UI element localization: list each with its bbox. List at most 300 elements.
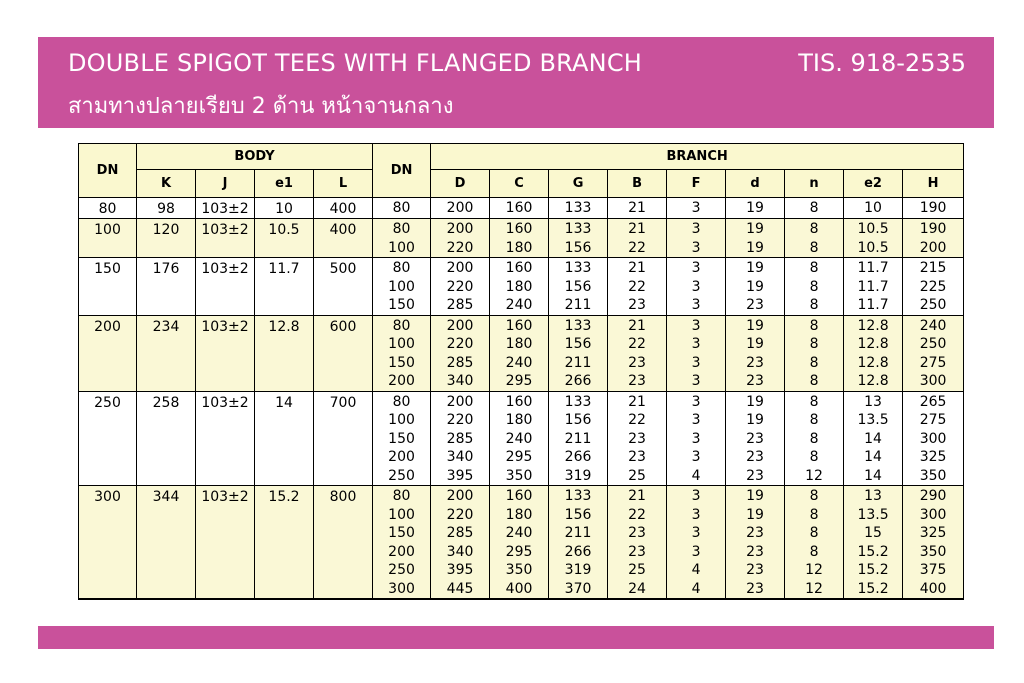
cell-e2 xyxy=(844,315,903,391)
cell-l xyxy=(314,486,373,600)
branch-value: 156 xyxy=(564,239,592,256)
branch-value: 23 xyxy=(746,430,764,447)
branch-value: 23 xyxy=(746,467,764,484)
branch-value: 23 xyxy=(746,297,764,313)
col-header-h: H xyxy=(903,170,964,198)
branch-value: 350 xyxy=(919,467,947,484)
table-row xyxy=(79,315,964,391)
cell-c xyxy=(490,198,549,219)
cell-d-lower xyxy=(726,219,785,258)
branch-value: 3 xyxy=(691,488,701,504)
cell-n xyxy=(785,391,844,486)
branch-value: 12.8 xyxy=(857,354,889,371)
branch-value: 285 xyxy=(446,354,474,371)
branch-value: 12.8 xyxy=(857,336,889,352)
branch-value: 8 xyxy=(809,297,819,313)
cell-n xyxy=(785,315,844,391)
cell-h xyxy=(903,315,964,391)
cell-f xyxy=(667,219,726,258)
branch-value: 3 xyxy=(691,317,701,334)
cell-k xyxy=(137,486,196,600)
cell-e1 xyxy=(255,391,314,486)
branch-value: 22 xyxy=(628,278,646,295)
cell-k xyxy=(137,391,196,486)
branch-value: 3 xyxy=(691,506,701,523)
branch-value: 350 xyxy=(919,543,947,560)
branch-value: 21 xyxy=(628,200,646,216)
branch-value: 21 xyxy=(628,260,646,276)
branch-value: 10.5 xyxy=(857,239,889,256)
branch-value: 19 xyxy=(746,221,764,237)
branch-value: 3 xyxy=(691,449,701,465)
branch-value: 340 xyxy=(446,543,474,560)
cell-b xyxy=(608,198,667,219)
branch-value: 22 xyxy=(628,239,646,256)
branch-value: 23 xyxy=(746,354,764,371)
branch-value: 100 xyxy=(388,239,415,256)
branch-value: 200 xyxy=(446,393,474,410)
col-header-c: C xyxy=(490,170,549,198)
col-header-e1: e1 xyxy=(255,170,314,198)
branch-value: 8 xyxy=(809,449,819,465)
cell-e1 xyxy=(255,315,314,391)
cell-e1 xyxy=(255,486,314,600)
table-row xyxy=(79,198,964,219)
branch-value: 23 xyxy=(746,543,764,560)
cell-dn-value: 200 xyxy=(94,318,121,335)
branch-value: 80 xyxy=(392,200,411,216)
branch-value: 22 xyxy=(628,412,646,428)
branch-value: 25 xyxy=(628,467,646,484)
branch-value: 8 xyxy=(809,317,819,334)
branch-value: 19 xyxy=(746,317,764,334)
cell-e1-value: 10 xyxy=(275,201,293,217)
branch-value: 23 xyxy=(746,449,764,465)
cell-e2 xyxy=(844,258,903,316)
branch-value: 10.5 xyxy=(857,221,889,237)
branch-value: 19 xyxy=(746,488,764,504)
branch-value: 22 xyxy=(628,506,646,523)
branch-value: 23 xyxy=(746,373,764,389)
branch-value: 3 xyxy=(691,221,701,237)
branch-value: 3 xyxy=(691,430,701,447)
branch-value: 160 xyxy=(505,488,533,504)
col-header-d: D xyxy=(431,170,490,198)
cell-dn-value: 150 xyxy=(94,261,121,277)
cell-e1-value: 14 xyxy=(275,394,293,411)
branch-value: 133 xyxy=(564,200,592,216)
cell-j-value: 103±2 xyxy=(201,489,249,505)
branch-value: 200 xyxy=(388,373,415,389)
cell-dn xyxy=(79,391,137,486)
branch-value: 340 xyxy=(446,449,474,465)
branch-value: 8 xyxy=(809,260,819,276)
cell-l-value: 700 xyxy=(329,394,357,411)
branch-value: 250 xyxy=(388,562,415,578)
branch-value: 12 xyxy=(805,580,823,597)
branch-value: 3 xyxy=(691,239,701,256)
branch-value: 3 xyxy=(691,373,701,389)
branch-value: 23 xyxy=(628,373,646,389)
cell-e2 xyxy=(844,486,903,600)
branch-value: 180 xyxy=(505,506,533,523)
footer-bar xyxy=(38,626,994,649)
branch-value: 14 xyxy=(864,467,882,484)
branch-value: 11.7 xyxy=(857,260,889,276)
cell-j xyxy=(196,258,255,316)
branch-value: 220 xyxy=(446,336,474,352)
cell-l-value: 500 xyxy=(329,261,357,277)
branch-value: 220 xyxy=(446,506,474,523)
cell-dn xyxy=(79,258,137,316)
branch-value: 8 xyxy=(809,412,819,428)
cell-h xyxy=(903,391,964,486)
branch-value: 211 xyxy=(564,354,592,371)
cell-k-value: 234 xyxy=(152,318,180,335)
header-branch-dn: DN xyxy=(373,144,431,198)
cell-g xyxy=(549,486,608,600)
branch-value: 19 xyxy=(746,260,764,276)
cell-dn xyxy=(79,198,137,219)
cell-dn-value: 100 xyxy=(94,222,121,238)
branch-value: 211 xyxy=(564,297,592,313)
branch-value: 285 xyxy=(446,525,474,541)
col-header-j: J xyxy=(196,170,255,198)
table-body xyxy=(79,198,964,600)
cell-k xyxy=(137,219,196,258)
branch-value: 250 xyxy=(388,467,415,484)
branch-value: 180 xyxy=(505,278,533,295)
cell-b xyxy=(608,219,667,258)
branch-value: 325 xyxy=(919,525,947,541)
branch-value: 3 xyxy=(691,525,701,541)
branch-value: 445 xyxy=(446,580,474,597)
branch-value: 8 xyxy=(809,506,819,523)
cell-b xyxy=(608,315,667,391)
title-thai: สามทางปลายเรียบ 2 ด้าน หน้าจานกลาง xyxy=(68,94,454,119)
branch-value: 300 xyxy=(388,580,415,597)
branch-value: 100 xyxy=(388,336,415,352)
header-branch: BRANCH xyxy=(431,144,964,170)
branch-value: 11.7 xyxy=(857,278,889,295)
cell-g xyxy=(549,219,608,258)
table-row xyxy=(79,219,964,258)
cell-d-lower xyxy=(726,486,785,600)
branch-value: 8 xyxy=(809,373,819,389)
cell-b xyxy=(608,486,667,600)
branch-value: 156 xyxy=(564,278,592,295)
branch-value: 133 xyxy=(564,317,592,334)
branch-value: 325 xyxy=(919,449,947,465)
col-header-l: L xyxy=(314,170,373,198)
branch-value: 23 xyxy=(628,297,646,313)
cell-d-lower xyxy=(726,198,785,219)
branch-value: 13 xyxy=(864,393,882,410)
branch-value: 8 xyxy=(809,488,819,504)
branch-value: 23 xyxy=(628,543,646,560)
branch-value: 4 xyxy=(691,467,701,484)
cell-g xyxy=(549,391,608,486)
cell-f xyxy=(667,315,726,391)
branch-value: 240 xyxy=(505,297,533,313)
cell-e1 xyxy=(255,198,314,219)
branch-value: 295 xyxy=(505,543,533,560)
cell-l-value: 600 xyxy=(329,318,357,335)
branch-value: 3 xyxy=(691,297,701,313)
cell-d xyxy=(431,258,490,316)
branch-value: 275 xyxy=(919,354,947,371)
branch-value: 295 xyxy=(505,449,533,465)
branch-value: 160 xyxy=(505,260,533,276)
table-row xyxy=(79,391,964,486)
cell-e1-value: 15.2 xyxy=(268,489,300,505)
branch-value: 400 xyxy=(919,580,947,597)
cell-n xyxy=(785,258,844,316)
cell-branch-dn xyxy=(373,391,431,486)
branch-value: 14 xyxy=(864,430,882,447)
cell-c xyxy=(490,486,549,600)
branch-value: 285 xyxy=(446,430,474,447)
branch-value: 8 xyxy=(809,200,819,216)
branch-value: 250 xyxy=(919,297,947,313)
branch-value: 23 xyxy=(628,449,646,465)
cell-d xyxy=(431,219,490,258)
branch-value: 200 xyxy=(919,239,947,256)
cell-branch-dn xyxy=(373,486,431,600)
cell-n xyxy=(785,486,844,600)
cell-f xyxy=(667,486,726,600)
branch-value: 160 xyxy=(505,393,533,410)
cell-e1-value: 12.8 xyxy=(268,318,300,335)
branch-value: 200 xyxy=(446,317,474,334)
title-english: DOUBLE SPIGOT TEES WITH FLANGED BRANCH xyxy=(68,49,643,77)
branch-value: 340 xyxy=(446,373,474,389)
branch-value: 19 xyxy=(746,393,764,410)
branch-value: 133 xyxy=(564,393,592,410)
cell-j-value: 103±2 xyxy=(201,394,249,411)
title-banner xyxy=(38,37,994,128)
cell-d-lower xyxy=(726,315,785,391)
branch-value: 300 xyxy=(919,430,947,447)
branch-value: 3 xyxy=(691,336,701,352)
branch-value: 156 xyxy=(564,336,592,352)
branch-value: 190 xyxy=(919,221,947,237)
cell-e1-value: 11.7 xyxy=(268,261,300,277)
cell-j xyxy=(196,391,255,486)
branch-value: 190 xyxy=(919,200,947,216)
standard-number: TIS. 918-2535 xyxy=(798,49,966,77)
cell-l xyxy=(314,258,373,316)
cell-j xyxy=(196,486,255,600)
branch-value: 3 xyxy=(691,354,701,371)
branch-value: 23 xyxy=(746,525,764,541)
branch-value: 23 xyxy=(628,525,646,541)
branch-value: 10 xyxy=(864,200,882,216)
branch-value: 150 xyxy=(388,354,415,371)
branch-value: 266 xyxy=(564,373,592,389)
branch-value: 160 xyxy=(505,317,533,334)
branch-value: 80 xyxy=(392,260,411,276)
cell-d xyxy=(431,391,490,486)
cell-j-value: 103±2 xyxy=(201,201,249,217)
cell-h xyxy=(903,219,964,258)
cell-dn-value: 250 xyxy=(94,394,121,411)
cell-dn xyxy=(79,486,137,600)
branch-value: 11.7 xyxy=(857,297,889,313)
cell-l xyxy=(314,198,373,219)
cell-c xyxy=(490,258,549,316)
col-header-n: n xyxy=(785,170,844,198)
cell-l xyxy=(314,219,373,258)
col-header-e2: e2 xyxy=(844,170,903,198)
branch-value: 8 xyxy=(809,278,819,295)
branch-value: 21 xyxy=(628,488,646,504)
branch-value: 160 xyxy=(505,200,533,216)
branch-value: 370 xyxy=(564,580,592,597)
branch-value: 180 xyxy=(505,336,533,352)
branch-value: 8 xyxy=(809,221,819,237)
branch-value: 200 xyxy=(446,488,474,504)
cell-k xyxy=(137,315,196,391)
branch-value: 19 xyxy=(746,278,764,295)
branch-value: 375 xyxy=(919,562,947,578)
branch-value: 22 xyxy=(628,336,646,352)
branch-value: 211 xyxy=(564,430,592,447)
branch-value: 80 xyxy=(392,221,411,237)
branch-value: 133 xyxy=(564,260,592,276)
branch-value: 200 xyxy=(388,543,415,560)
branch-value: 100 xyxy=(388,278,415,295)
cell-dn-value: 300 xyxy=(94,489,121,505)
cell-n xyxy=(785,219,844,258)
branch-value: 15.2 xyxy=(857,543,889,560)
cell-j xyxy=(196,315,255,391)
col-header-g: G xyxy=(549,170,608,198)
cell-j xyxy=(196,219,255,258)
cell-l xyxy=(314,391,373,486)
branch-value: 21 xyxy=(628,317,646,334)
branch-value: 150 xyxy=(388,525,415,541)
branch-value: 265 xyxy=(919,393,947,410)
branch-value: 300 xyxy=(919,506,947,523)
branch-value: 19 xyxy=(746,506,764,523)
branch-value: 23 xyxy=(746,580,764,597)
branch-value: 3 xyxy=(691,393,701,410)
branch-value: 240 xyxy=(505,430,533,447)
cell-c xyxy=(490,219,549,258)
cell-d-lower xyxy=(726,391,785,486)
table-row xyxy=(79,486,964,600)
cell-branch-dn xyxy=(373,219,431,258)
cell-branch-dn xyxy=(373,315,431,391)
branch-value: 3 xyxy=(691,412,701,428)
cell-l xyxy=(314,315,373,391)
cell-e2 xyxy=(844,198,903,219)
branch-value: 4 xyxy=(691,562,701,578)
branch-value: 13 xyxy=(864,488,882,504)
branch-value: 240 xyxy=(505,525,533,541)
cell-j xyxy=(196,198,255,219)
branch-value: 19 xyxy=(746,200,764,216)
branch-value: 3 xyxy=(691,543,701,560)
branch-value: 200 xyxy=(446,221,474,237)
branch-value: 8 xyxy=(809,336,819,352)
branch-value: 19 xyxy=(746,239,764,256)
cell-c xyxy=(490,315,549,391)
branch-value: 395 xyxy=(446,467,474,484)
cell-l-value: 400 xyxy=(329,201,357,217)
branch-value: 100 xyxy=(388,412,415,428)
branch-value: 220 xyxy=(446,412,474,428)
branch-value: 21 xyxy=(628,393,646,410)
cell-g xyxy=(549,198,608,219)
branch-value: 220 xyxy=(446,239,474,256)
branch-value: 4 xyxy=(691,580,701,597)
header-dn: DN xyxy=(79,144,137,198)
branch-value: 80 xyxy=(392,488,411,504)
header-body: BODY xyxy=(137,144,373,170)
cell-e2 xyxy=(844,391,903,486)
branch-value: 21 xyxy=(628,221,646,237)
branch-value: 12.8 xyxy=(857,317,889,334)
cell-dn-value: 80 xyxy=(98,201,117,217)
cell-d xyxy=(431,315,490,391)
cell-f xyxy=(667,391,726,486)
cell-j-value: 103±2 xyxy=(201,261,249,277)
branch-value: 220 xyxy=(446,278,474,295)
cell-g xyxy=(549,315,608,391)
branch-value: 266 xyxy=(564,543,592,560)
branch-value: 275 xyxy=(919,412,947,428)
branch-value: 3 xyxy=(691,200,701,216)
branch-value: 150 xyxy=(388,430,415,447)
cell-h xyxy=(903,258,964,316)
cell-k-value: 258 xyxy=(152,394,180,411)
branch-value: 23 xyxy=(628,354,646,371)
branch-value: 12 xyxy=(805,467,823,484)
cell-e1-value: 10.5 xyxy=(268,222,300,238)
cell-e1 xyxy=(255,219,314,258)
branch-value: 19 xyxy=(746,336,764,352)
branch-value: 200 xyxy=(446,200,474,216)
cell-c xyxy=(490,391,549,486)
cell-n xyxy=(785,198,844,219)
branch-value: 8 xyxy=(809,393,819,410)
branch-value: 156 xyxy=(564,412,592,428)
branch-value: 15 xyxy=(864,525,882,541)
branch-value: 319 xyxy=(564,467,592,484)
cell-d xyxy=(431,198,490,219)
table-row xyxy=(79,258,964,316)
branch-value: 225 xyxy=(919,278,947,295)
cell-f xyxy=(667,198,726,219)
branch-value: 13.5 xyxy=(857,412,889,428)
branch-value: 350 xyxy=(505,562,533,578)
col-header-k: K xyxy=(137,170,196,198)
cell-k-value: 98 xyxy=(157,201,175,217)
branch-value: 285 xyxy=(446,297,474,313)
branch-value: 23 xyxy=(746,562,764,578)
cell-branch-dn xyxy=(373,258,431,316)
cell-g xyxy=(549,258,608,316)
branch-value: 400 xyxy=(505,580,533,597)
branch-value: 15.2 xyxy=(857,580,889,597)
cell-dn xyxy=(79,315,137,391)
cell-j-value: 103±2 xyxy=(201,318,249,335)
branch-value: 160 xyxy=(505,221,533,237)
cell-d-lower xyxy=(726,258,785,316)
branch-value: 8 xyxy=(809,430,819,447)
